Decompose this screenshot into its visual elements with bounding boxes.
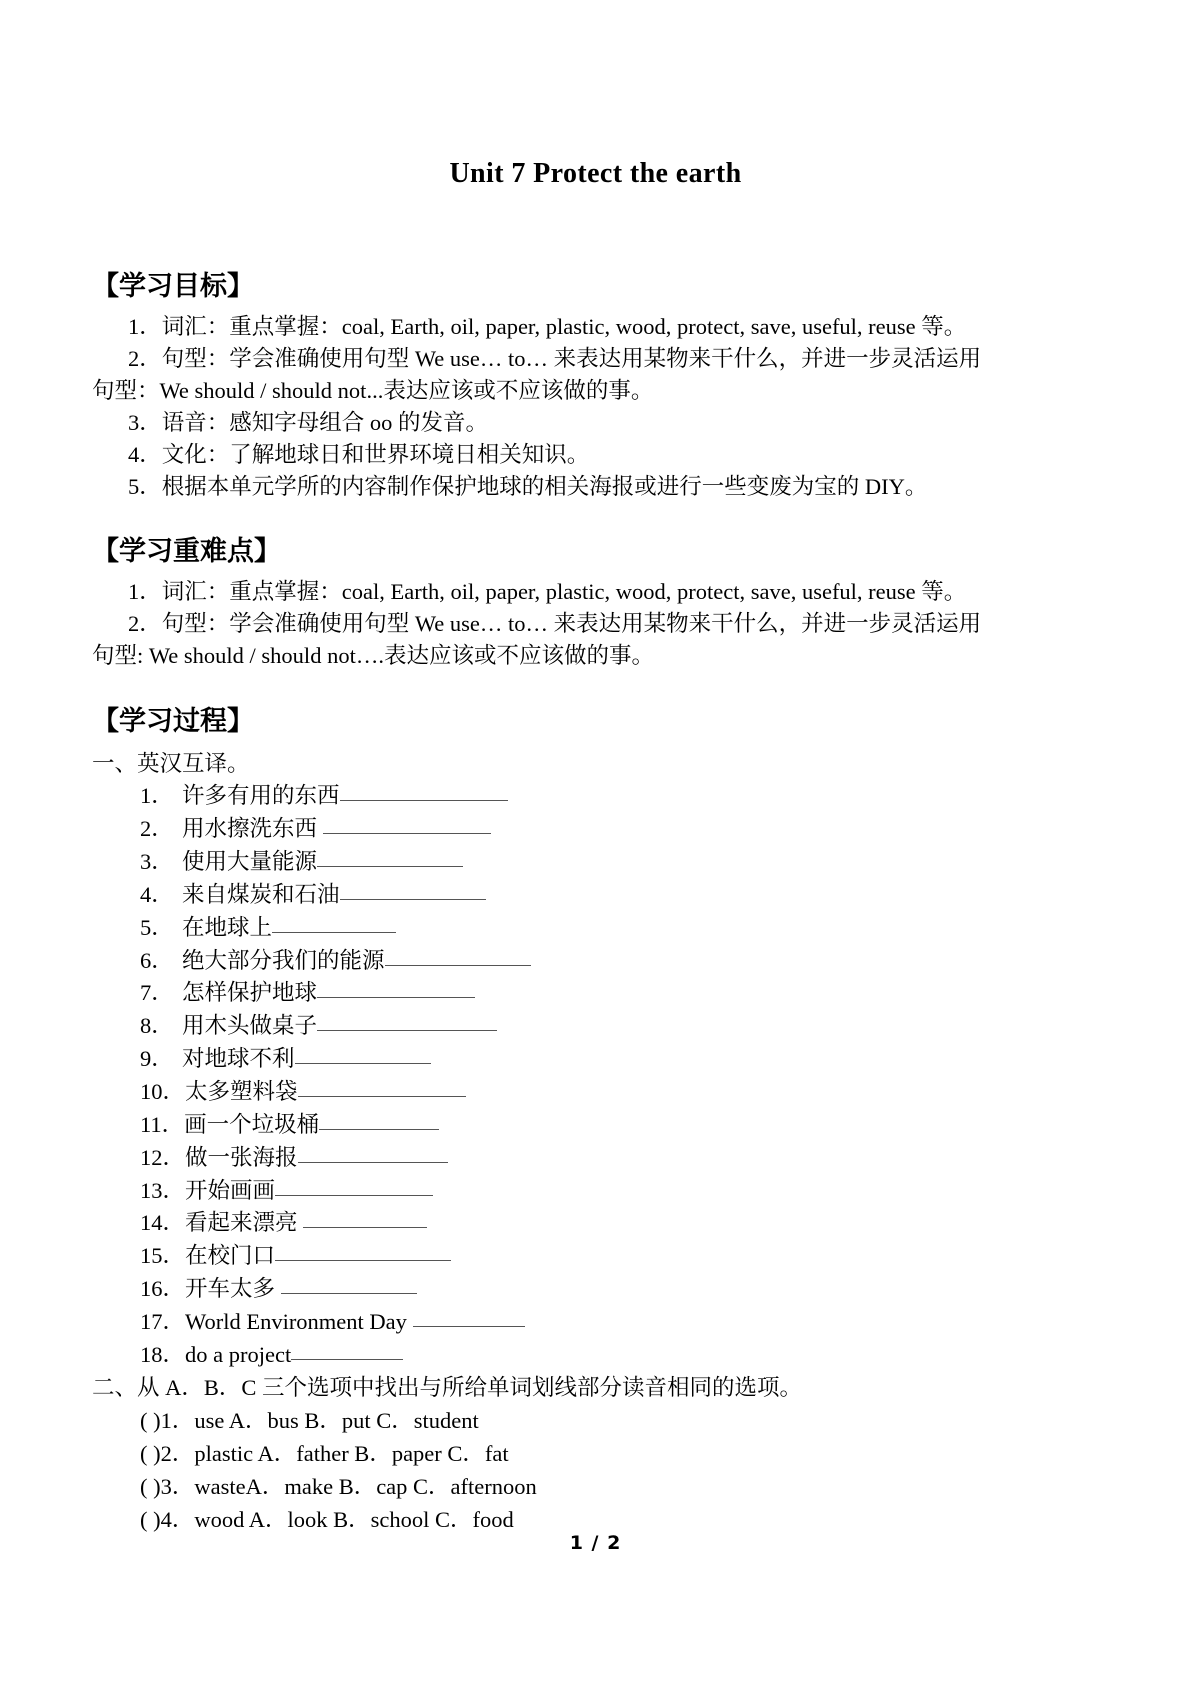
objectives-continuation: 句型：We should / should not...表达应该或不应该做的事。 (92, 377, 654, 403)
mc-item-2[interactable]: ( )2．plastic A．father B．paper C．fat (140, 1440, 509, 1466)
keypoint-item-2: 2．句型：学会准确使用句型 We use… to… 来表达用某物来干什么，并进一步灵活运用 (128, 610, 982, 636)
translation-item-index: 5． (140, 914, 174, 940)
multiple-choice-list (0, 1404, 1191, 1537)
answer-blank[interactable] (281, 1275, 417, 1294)
objective-item-1: 1．词汇：重点掌握：coal, Earth, oil, paper, plastic, wood, protect, save, useful, reuse 等。 (128, 314, 967, 339)
translation-item (0, 1076, 1191, 1109)
translation-item-index: 6． (140, 947, 174, 973)
answer-blank[interactable] (272, 914, 396, 933)
answer-blank[interactable] (317, 848, 463, 867)
answer-blank[interactable] (303, 1209, 427, 1228)
translation-item-index: 2． (140, 816, 174, 842)
translation-item (0, 1240, 1191, 1273)
answer-blank[interactable] (317, 1012, 497, 1031)
translation-item (0, 1010, 1191, 1043)
translation-item (0, 846, 1191, 879)
translation-item (0, 912, 1191, 945)
translation-item-index: 15． (140, 1243, 186, 1269)
answer-blank[interactable] (340, 881, 486, 900)
translation-item (0, 1273, 1191, 1306)
translation-item (0, 1207, 1191, 1240)
translation-item-index: 16． (140, 1276, 186, 1302)
section-two-label: 二、从 A．B．C 三个选项中找出与所给单词划线部分读音相同的选项。 (92, 1374, 803, 1400)
translation-item (0, 1043, 1191, 1076)
section-one-label: 一、英汉互译。 (92, 751, 250, 777)
translation-item-label: 开始画画 (185, 1177, 276, 1203)
translation-item (0, 1142, 1191, 1175)
translation-item-label: 用木头做桌子 (182, 1013, 318, 1039)
objective-item-5: 5．根据本单元学所的内容制作保护地球的相关海报或进行一些变废为宝的 DIY。 (128, 473, 928, 499)
answer-blank[interactable] (295, 1045, 431, 1064)
translation-item-label: 用水擦洗东西 (182, 816, 323, 842)
translation-item-label: 对地球不利 (182, 1046, 295, 1072)
page-number: 1 / 2 (569, 1532, 622, 1554)
mc-item-1[interactable]: ( )1．use A．bus B．put C．student (140, 1407, 479, 1433)
translation-item-label: World Environment Day (185, 1308, 413, 1334)
translation-item-label: 在地球上 (182, 914, 273, 940)
translation-item-label: 来自煤炭和石油 (182, 881, 340, 907)
answer-blank[interactable] (413, 1308, 525, 1327)
mc-item-3[interactable]: ( )3．wasteA．make B．cap C．afternoon (140, 1474, 537, 1500)
translation-item-index: 7． (140, 980, 174, 1006)
objectives-list-rest (0, 407, 1191, 503)
translation-item (0, 879, 1191, 912)
translation-item (0, 813, 1191, 846)
page-title: Unit 7 Protect the earth (449, 158, 742, 189)
section-heading-objectives: 【学习目标】 (92, 271, 254, 302)
translation-item-label: 许多有用的东西 (182, 783, 340, 809)
objectives-list (0, 311, 1191, 375)
translation-item-label: 使用大量能源 (182, 849, 318, 875)
translation-item-label: 太多塑料袋 (185, 1078, 298, 1104)
translation-item (0, 1306, 1191, 1339)
translation-item-label: 怎样保护地球 (182, 980, 318, 1006)
translation-list (0, 780, 1191, 1371)
translation-item-label: 看起来漂亮 (185, 1210, 304, 1236)
translation-item (0, 780, 1191, 813)
translation-item-index: 3． (140, 849, 174, 875)
section-heading-keypoints: 【学习重难点】 (92, 535, 281, 567)
answer-blank[interactable] (385, 947, 531, 966)
translation-item-index: 10． (140, 1078, 186, 1104)
translation-item-index: 1． (140, 783, 174, 809)
translation-item (0, 977, 1191, 1010)
translation-item-index: 17． (140, 1308, 186, 1334)
answer-blank[interactable] (298, 1078, 466, 1097)
answer-blank[interactable] (317, 979, 475, 998)
translation-item-index: 11． (140, 1111, 185, 1137)
translation-item-label: 在校门口 (185, 1243, 276, 1269)
answer-blank[interactable] (275, 1242, 451, 1261)
translation-item-label: 做一张海报 (185, 1144, 298, 1170)
objective-item-4: 4．文化：了解地球日和世界环境日相关知识。 (128, 441, 590, 467)
translation-item-label: 绝大部分我们的能源 (182, 947, 385, 973)
keypoints-list (0, 576, 1191, 640)
translation-item (0, 1109, 1191, 1142)
answer-blank[interactable] (319, 1111, 439, 1130)
translation-item-label: 开车太多 (185, 1276, 281, 1302)
translation-item-index: 8． (140, 1013, 174, 1039)
objective-item-3: 3．语音：感知字母组合 oo 的发音。 (128, 409, 489, 435)
translation-item-label: do a project (185, 1341, 292, 1367)
translation-item-index: 13． (140, 1177, 186, 1203)
translation-item-index: 14． (140, 1210, 186, 1236)
translation-item-index: 12． (140, 1144, 186, 1170)
answer-blank[interactable] (298, 1144, 448, 1163)
translation-item-index: 18． (140, 1341, 186, 1367)
keypoint-item-1: 1．词汇：重点掌握：coal, Earth, oil, paper, plastic, wood, protect, save, useful, reuse 等。 (128, 578, 967, 604)
section-heading-process: 【学习过程】 (92, 706, 254, 738)
translation-item (0, 945, 1191, 978)
mc-item-4[interactable]: ( )4．wood A．look B．school C．food (140, 1507, 514, 1533)
answer-blank[interactable] (291, 1341, 403, 1360)
answer-blank[interactable] (323, 815, 491, 834)
translation-item-index: 9． (140, 1046, 174, 1072)
translation-item (0, 1175, 1191, 1208)
answer-blank[interactable] (340, 782, 508, 801)
answer-blank[interactable] (275, 1177, 433, 1196)
objective-item-2: 2．句型：学会准确使用句型 We use… to… 来表达用某物来干什么，并进一步灵活运用 (128, 345, 982, 371)
keypoints-continuation: 句型: We should / should not….表达应该或不应该做的事。 (92, 642, 654, 668)
translation-item-index: 4． (140, 881, 174, 907)
translation-item (0, 1339, 1191, 1372)
translation-item-label: 画一个垃圾桶 (184, 1111, 320, 1137)
